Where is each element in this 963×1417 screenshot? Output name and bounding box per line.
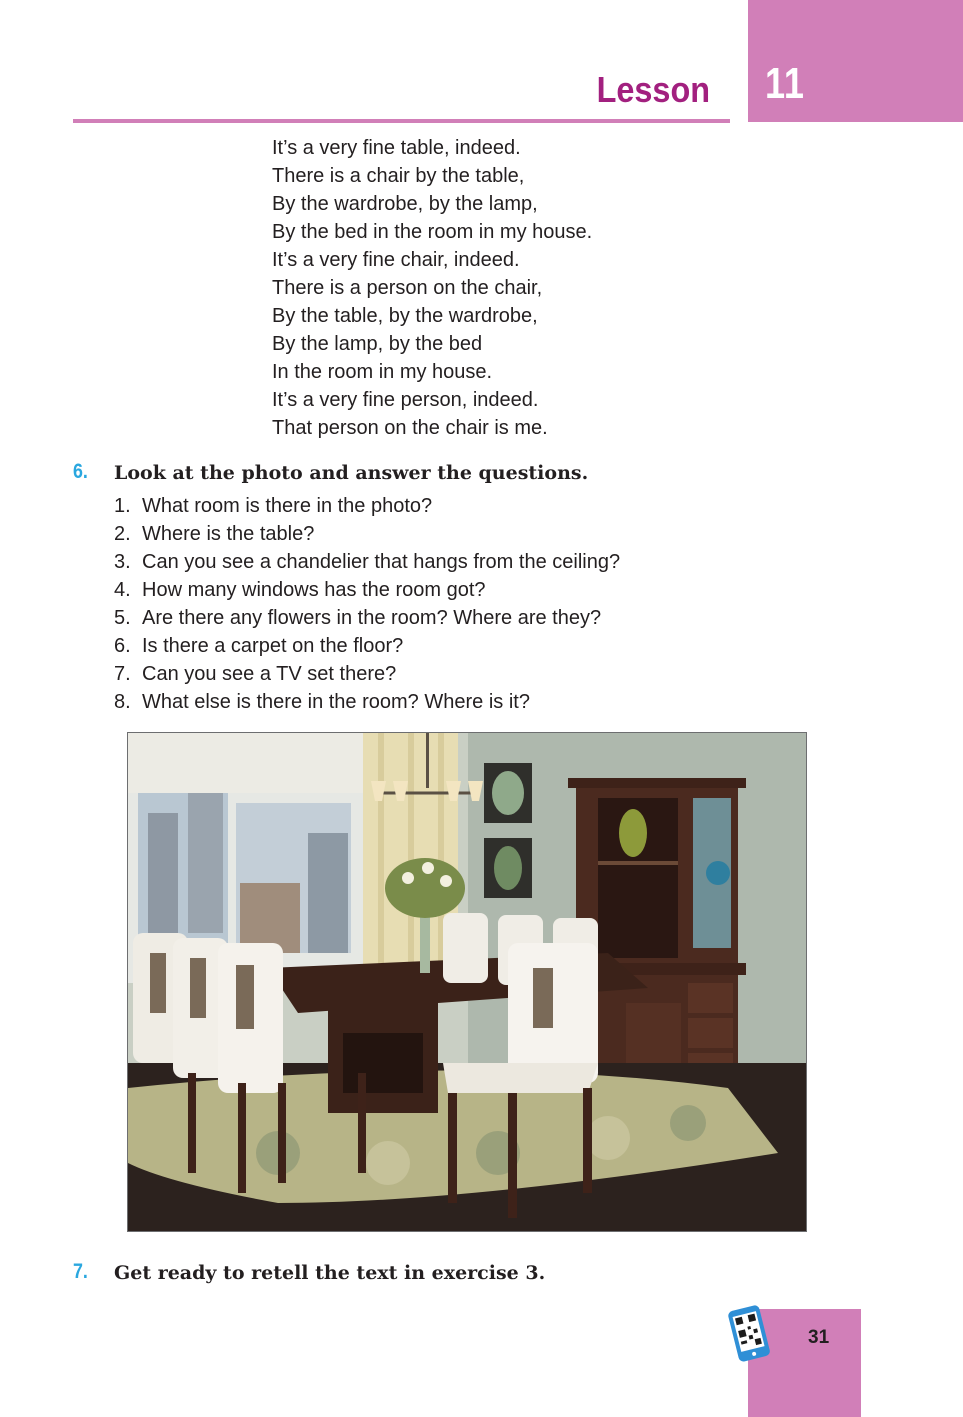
question-number: 4. — [114, 579, 131, 601]
list-item — [114, 492, 620, 520]
lesson-heading: Lesson — [596, 69, 710, 110]
poem-line: By the table, by the wardrobe, — [272, 305, 538, 327]
question-text: Can you see a TV set there? — [142, 663, 397, 685]
exercise-6-number: 6. — [73, 460, 88, 483]
list-item — [114, 576, 620, 604]
question-number: 5. — [114, 607, 131, 629]
question-text: What else is there in the room? Where is it? — [142, 691, 530, 713]
question-number: 3. — [114, 551, 131, 573]
exercise-7-title: Get ready to retell the text in exercise 3. — [114, 1262, 546, 1284]
list-item — [114, 604, 620, 632]
question-number: 8. — [114, 691, 131, 713]
list-item — [114, 520, 620, 548]
poem-line: By the lamp, by the bed — [272, 333, 483, 355]
poem-line: There is a chair by the table, — [272, 165, 525, 187]
question-number: 2. — [114, 523, 131, 545]
phone-qr-icon — [727, 1303, 775, 1368]
question-text: How many windows has the room got? — [142, 579, 486, 601]
poem-line: It’s a very fine person, indeed. — [272, 389, 539, 411]
poem-line: It’s a very fine chair, indeed. — [272, 249, 520, 271]
question-number: 1. — [114, 495, 131, 517]
header-divider — [73, 119, 730, 123]
list-item — [114, 632, 620, 660]
list-item — [114, 660, 620, 688]
question-list — [114, 492, 620, 716]
exercise-7-number: 7. — [73, 1260, 88, 1283]
question-number: 7. — [114, 663, 131, 685]
poem-line: By the wardrobe, by the lamp, — [272, 193, 538, 215]
question-number: 6. — [114, 635, 131, 657]
exercise-6-title: Look at the photo and answer the questions. — [114, 462, 589, 484]
list-item — [114, 688, 620, 716]
question-text: Where is the table? — [142, 523, 315, 545]
poem-line: By the bed in the room in my house. — [272, 221, 593, 243]
question-text: What room is there in the photo? — [142, 495, 433, 517]
poem-line: It’s a very fine table, indeed. — [272, 137, 521, 159]
list-item — [114, 548, 620, 576]
poem-line: There is a person on the chair, — [272, 277, 543, 299]
question-text: Can you see a chandelier that hangs from the ceiling? — [142, 551, 621, 573]
poem-line: That person on the chair is me. — [272, 417, 548, 439]
poem — [272, 134, 592, 442]
dining-room-photo — [127, 732, 807, 1232]
question-text: Is there a carpet on the floor? — [142, 635, 404, 657]
question-text: Are there any flowers in the room? Where are they? — [142, 607, 602, 629]
poem-line: In the room in my house. — [272, 361, 493, 383]
lesson-number: 11 — [765, 59, 805, 108]
page-number: 31 — [808, 1327, 830, 1348]
